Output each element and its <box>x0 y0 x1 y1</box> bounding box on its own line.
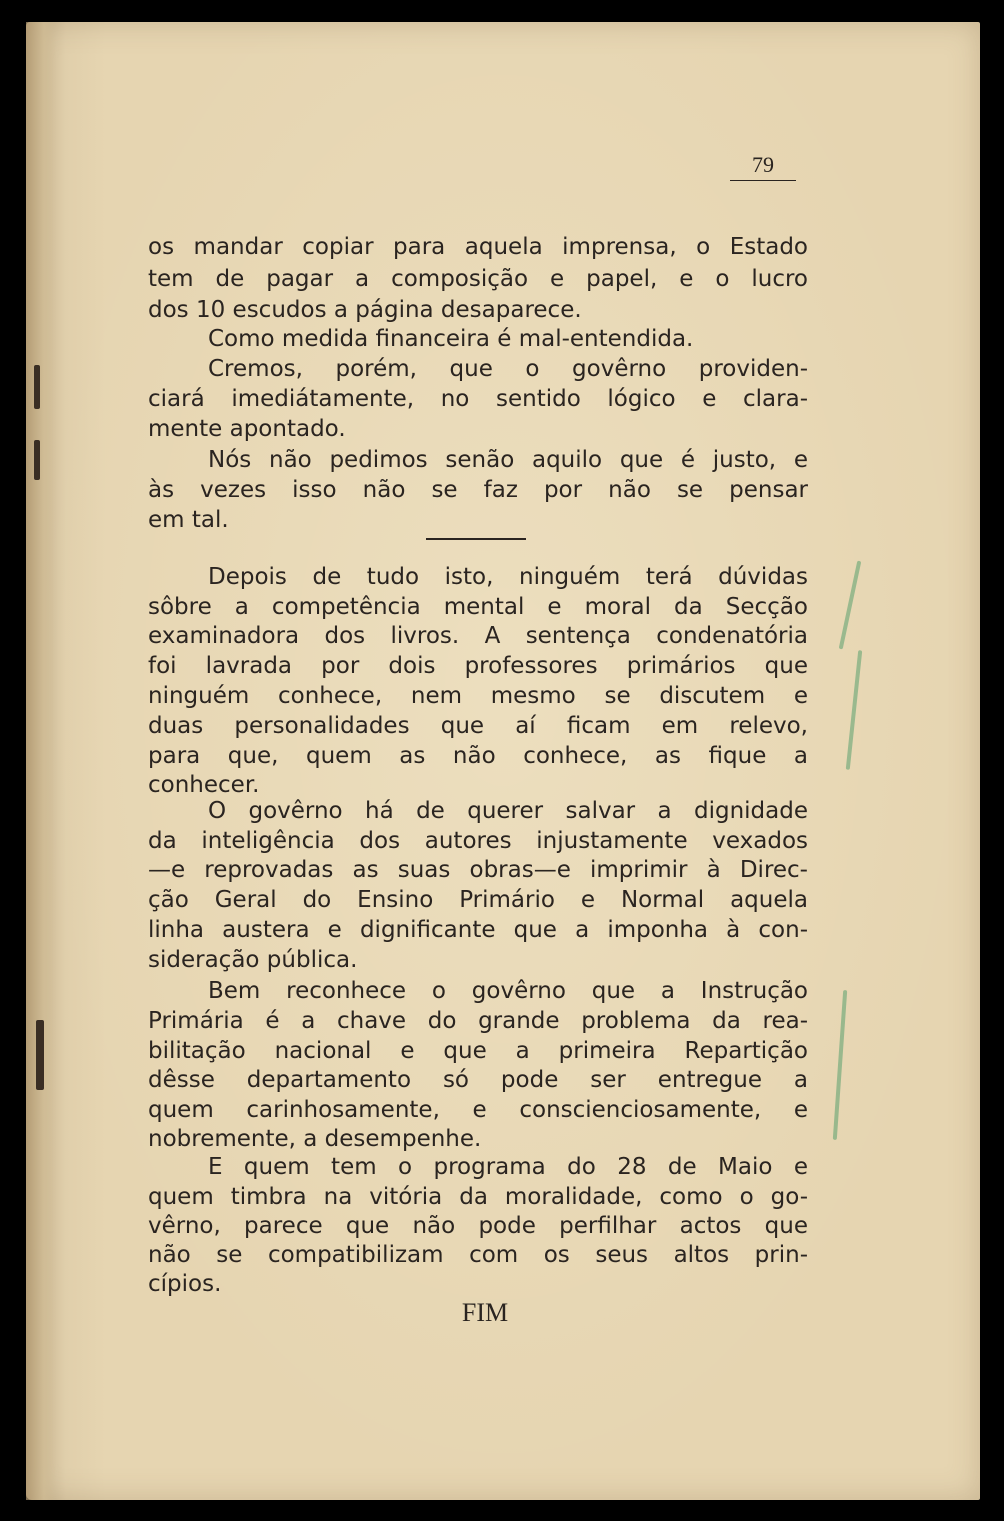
text-line: dos 10 escudos a página desaparece. <box>148 297 582 323</box>
text-line: vêrno, parece que não pode perfilhar actos que <box>148 1213 808 1239</box>
text-line: mente apontado. <box>148 416 346 442</box>
text-line: ciará imediátamente, no sentido lógico e clara- <box>148 386 808 412</box>
text-line: Cremos, porém, que o govêrno providen- <box>208 356 808 382</box>
text-line: duas personalidades que aí ficam em relevo, <box>148 713 808 739</box>
text-line: bilitação nacional e que a primeira Repartição <box>148 1038 808 1064</box>
text-line: linha austera e dignificante que a imponha à con- <box>148 917 808 943</box>
text-line: Bem reconhece o govêrno que a Instrução <box>208 978 808 1004</box>
text-line: dêsse departamento só pode ser entregue a <box>148 1067 808 1093</box>
text-line: conhecer. <box>148 772 260 798</box>
text-line: cípios. <box>148 1271 222 1297</box>
text-line: ninguém conhece, nem mesmo se discutem e <box>148 683 808 709</box>
text-line: —e reprovadas as suas obras—e imprimir à Direc- <box>148 857 808 883</box>
ink-smudge <box>34 440 40 480</box>
text-line: Depois de tudo isto, ninguém terá dúvidas <box>208 564 808 590</box>
text-line: Nós não pedimos senão aquilo que é justo, e <box>208 447 808 473</box>
text-line: nobremente, a desempenhe. <box>148 1126 482 1152</box>
text-line: Primária é a chave do grande problema da rea- <box>148 1008 808 1034</box>
text-line: sôbre a competência mental e moral da Secção <box>148 594 808 620</box>
text-line: para que, quem as não conhece, as fique a <box>148 743 808 769</box>
text-line: não se compatibilizam com os seus altos prin- <box>148 1242 808 1268</box>
section-separator <box>426 538 526 540</box>
page-number: 79 <box>730 152 796 181</box>
text-line: da inteligência dos autores injustamente vexados <box>148 828 808 854</box>
text-line: ção Geral do Ensino Primário e Normal aquela <box>148 887 808 913</box>
ink-smudge <box>36 1020 44 1090</box>
text-line: Como medida financeira é mal-entendida. <box>208 326 694 352</box>
text-line: E quem tem o programa do 28 de Maio e <box>208 1154 808 1180</box>
text-line: tem de pagar a composição e papel, e o lucro <box>148 266 808 292</box>
text-line: quem carinhosamente, e conscienciosamente, e <box>148 1097 808 1123</box>
text-line: O govêrno há de querer salvar a dignidade <box>208 798 808 824</box>
text-line: quem timbra na vitória da moralidade, como o go- <box>148 1184 808 1210</box>
text-line: sideração pública. <box>148 947 358 973</box>
text-line: em tal. <box>148 507 229 533</box>
ink-smudge <box>34 365 40 409</box>
page-binding-edge <box>26 22 56 1500</box>
text-line: às vezes isso não se faz por não se pensar <box>148 477 808 503</box>
text-line: foi lavrada por dois professores primários que <box>148 653 808 679</box>
text-line: os mandar copiar para aquela imprensa, o Estado <box>148 234 808 260</box>
text-line: examinadora dos livros. A sentença condenatória <box>148 623 808 649</box>
end-mark: FIM <box>461 1298 509 1327</box>
